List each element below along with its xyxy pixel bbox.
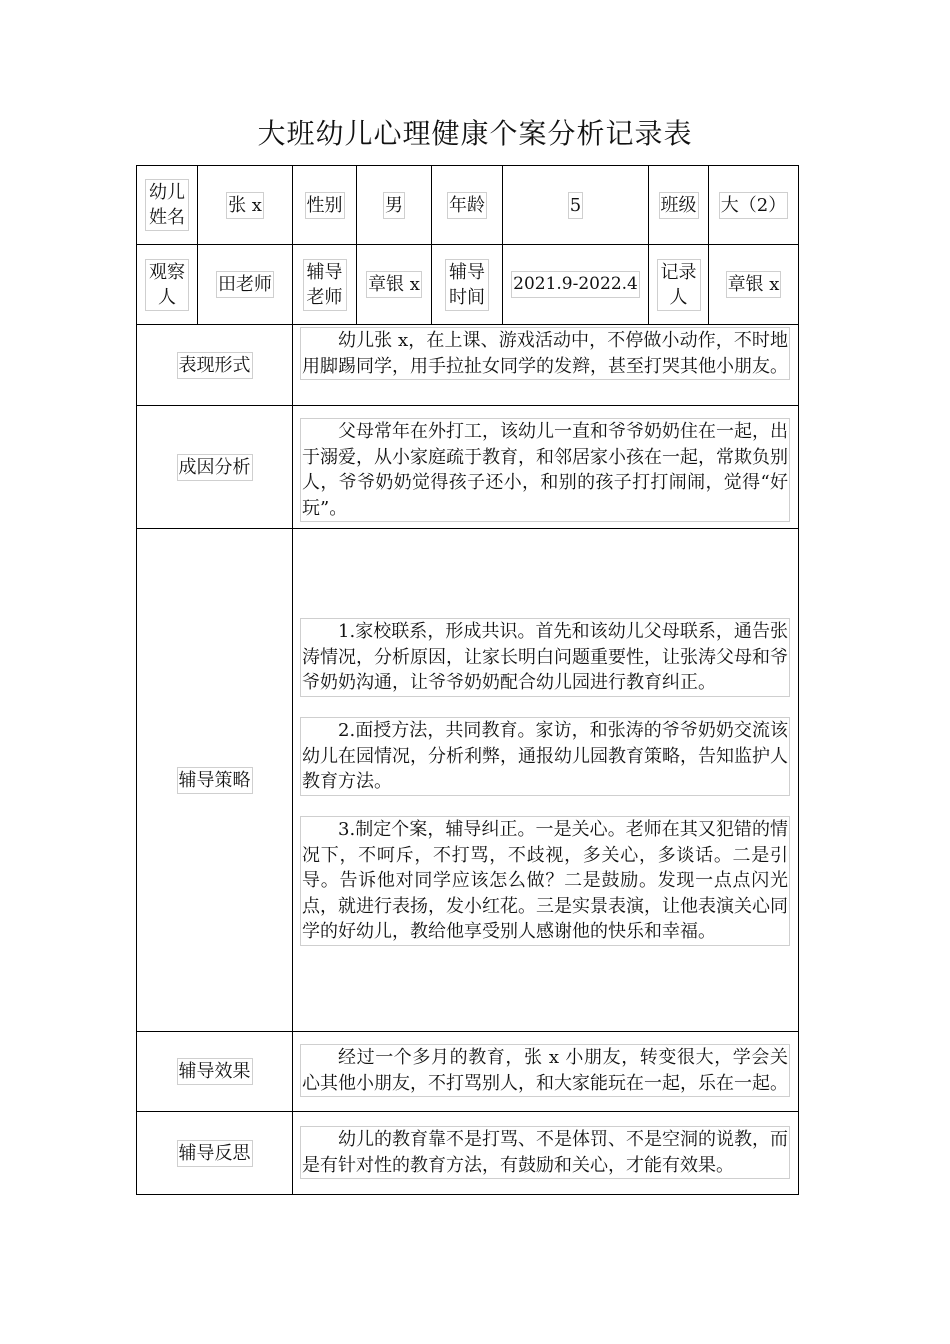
reflection-label-cell xyxy=(137,1112,292,1194)
class-value: 大（2） xyxy=(719,192,788,219)
observer-value: 田老师 xyxy=(216,271,274,298)
strategy-item-2: 2.面授方法，共同教育。家访，和张涛的爷爷奶奶交流该幼儿在园情况，分析利弊，通报幼儿园教育策略，告知监护人教育方法。 xyxy=(300,717,790,796)
performance-label: 表现形式 xyxy=(177,352,253,379)
cause-text: 父母常年在外打工，该幼儿一直和爷爷奶奶住在一起，出于溺爱，从小家庭疏于教育，和邻居家小孩在一起，常欺负别人，爷爷奶奶觉得孩子还小，和别的孩子打打闹闹，觉得“好玩”。 xyxy=(300,418,790,522)
time-label: 辅导时间 xyxy=(445,259,489,311)
age-value-cell xyxy=(503,166,648,244)
name-value: 张 x xyxy=(226,192,264,219)
tutor-value: 章银 x xyxy=(366,271,422,298)
tutor-label: 辅导老师 xyxy=(303,259,347,311)
recorder-label: 记录人 xyxy=(657,259,701,311)
name-value-cell xyxy=(198,166,292,244)
cause-label: 成因分析 xyxy=(177,454,253,481)
record-table xyxy=(136,165,799,1195)
age-label: 年龄 xyxy=(447,192,487,219)
tutor-value-cell xyxy=(357,245,431,324)
cause-label-cell xyxy=(137,406,292,528)
effect-text: 经过一个多月的教育，张 x 小朋友，转变很大，学会关心其他小朋友，不打骂别人，和大家能玩在一起，乐在一起。 xyxy=(300,1044,790,1097)
recorder-value: 章银 x xyxy=(726,271,782,298)
page-title: 大班幼儿心理健康个案分析记录表 xyxy=(257,117,693,150)
performance-label-cell xyxy=(137,325,292,405)
reflection-label: 辅导反思 xyxy=(177,1140,253,1167)
time-value-cell xyxy=(503,245,648,324)
name-label: 幼儿姓名 xyxy=(145,179,189,231)
observer-label: 观察人 xyxy=(145,259,189,311)
observer-value-cell xyxy=(198,245,292,324)
strategy-item-3: 3.制定个案，辅导纠正。一是关心。老师在其又犯错的情况下，不呵斥，不打骂，不歧视，多关心，多谈话。二是引导。告诉他对同学应该怎么做？二是鼓励。发现一点点闪光点，就进行表扬，发小红花。三是实景表演，让他表演关心同学的好幼儿，教给他享受别人感谢他的快乐和幸福。 xyxy=(300,816,790,946)
class-label: 班级 xyxy=(659,192,699,219)
effect-label-cell xyxy=(137,1032,292,1111)
gender-value: 男 xyxy=(383,192,405,219)
gender-label: 性别 xyxy=(305,192,345,219)
age-value: 5 xyxy=(568,192,583,219)
gender-label-cell xyxy=(293,166,356,244)
observer-label-cell xyxy=(137,245,197,324)
time-value: 2021.9-2022.4 xyxy=(511,271,640,298)
strategy-label-cell xyxy=(137,529,292,1031)
strategy-item-1: 1.家校联系，形成共识。首先和该幼儿父母联系，通告张涛情况，分析原因，让家长明白问题重要性，让张涛父母和爷爷奶奶沟通，让爷爷奶奶配合幼儿园进行教育纠正。 xyxy=(300,618,790,697)
gender-value-cell xyxy=(357,166,431,244)
effect-label: 辅导效果 xyxy=(177,1058,253,1085)
class-value-cell xyxy=(709,166,798,244)
recorder-value-cell xyxy=(709,245,798,324)
reflection-text: 幼儿的教育靠不是打骂、不是体罚、不是空洞的说教，而是有针对性的教育方法，有鼓励和关心，才能有效果。 xyxy=(300,1126,790,1179)
name-label-cell xyxy=(137,166,197,244)
class-label-cell xyxy=(649,166,708,244)
strategy-label: 辅导策略 xyxy=(177,767,253,794)
age-label-cell xyxy=(432,166,502,244)
time-label-cell xyxy=(432,245,502,324)
recorder-label-cell xyxy=(649,245,708,324)
performance-text: 幼儿张 x，在上课、游戏活动中，不停做小动作，不时地用脚踢同学，用手拉扯女同学的发辫，甚至打哭其他小朋友。 xyxy=(300,327,790,380)
tutor-label-cell xyxy=(293,245,356,324)
